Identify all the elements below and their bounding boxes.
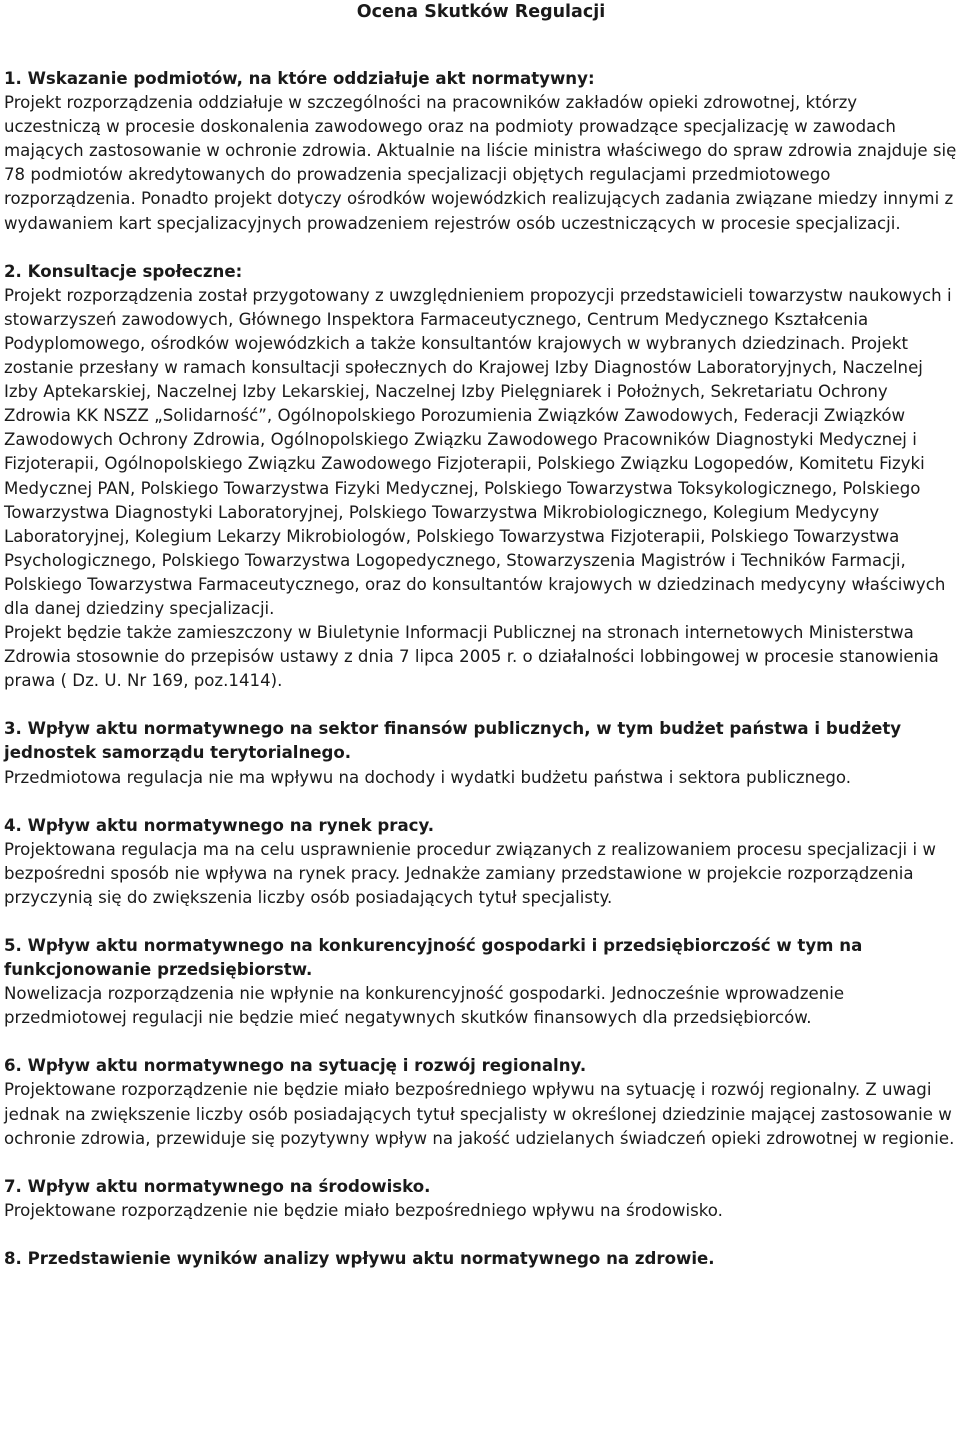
section-affected-entities bbox=[4, 67, 958, 236]
section-paragraph: Nowelizacja rozporządzenia nie wpłynie na konkurencyjność gospodarki. Jednocześnie wprowadzenie przedmiotowej regulacji nie będzie mieć negatywnych skutków finansowych dla przedsiębiorców. bbox=[4, 984, 845, 1028]
section-competitiveness-impact bbox=[4, 934, 958, 1030]
section-paragraph: Projekt będzie także zamieszczony w Biuletynie Informacji Publicznej na stronach internetowych Ministerstwa Zdrowia stosownie do przepisów ustawy z dnia 7 lipca 2005 r. o działalności lobbingowej w procesie stanowienia prawa ( Dz. U. Nr 169, poz.1414). bbox=[4, 623, 939, 691]
section-paragraph: Projektowana regulacja ma na celu usprawnienie procedur związanych z realizowaniem procesu specjalizacji i w bezpośredni sposób nie wpływa na rynek pracy. Jednakże zamiany przedstawione w projekcie rozporządzenia przyczynią się do zwiększenia liczby osób posiadających tytuł specjalisty. bbox=[4, 839, 936, 907]
section-paragraph: Projekt rozporządzenia oddziałuje w szczególności na pracowników zakładów opieki zdrowotnej, którzy uczestniczą w procesie doskonalenia zawodowego oraz na podmioty prowadzące specjalizację w zawodach mających zastosowanie w ochronie zdrowia. Aktualnie na liście ministra właściwego do spraw zdrowia znajduje się 78 podmiotów akredytowanych do prowadzenia specjalizacji objętych regulacjami przedmiotowego rozporządzenia. Ponadto projekt dotyczy ośrodków wojewódzkich realizujących zadania związane miedzy innymi z wydawaniem kart specjalizacyjnych prowadzeniem rejestrów osób uczestniczących w procesie specjalizacji. bbox=[4, 93, 957, 233]
section-labour-market-impact bbox=[4, 814, 958, 910]
section-heading: 3. Wpływ aktu normatywnego na sektor finansów publicznych, w tym budżet państwa i budżety jednostek samorządu terytorialnego. bbox=[4, 719, 902, 763]
document-title: Ocena Skutków Regulacji bbox=[356, 2, 606, 22]
section-paragraph: Projektowane rozporządzenie nie będzie miało bezpośredniego wpływu na sytuację i rozwój regionalny. Z uwagi jednak na zwiększenie liczby osób posiadających tytuł specjalisty w określonej dziedzinie mającej zastosowanie w ochronie zdrowia, przewiduje się pozytywny wpływ na jakość udzielanych świadczeń opieki zdrowotnej w regionie. bbox=[4, 1080, 955, 1148]
document-page bbox=[4, 0, 958, 1271]
section-environment-impact bbox=[4, 1175, 958, 1223]
section-heading: 4. Wpływ aktu normatywnego na rynek pracy. bbox=[4, 815, 435, 835]
section-paragraph: Projekt rozporządzenia został przygotowany z uwzględnieniem propozycji przedstawicieli towarzystw naukowych i stowarzyszeń zawodowych, Głównego Inspektora Farmaceutycznego, Centrum Medycznego Kształcenia Podyplomowego, ośrodków wojewódzkich a także konsultantów krajowych w wybranych dziedzinach. Projekt zostanie przesłany w ramach konsultacji społecznych do Krajowej Izby Diagnostów Laboratoryjnych, Naczelnej Izby Aptekarskiej, Naczelnej Izby Lekarskiej, Naczelnej Izby Pielęgniarek i Położnych, Sekretariatu Ochrony Zdrowia KK NSZZ „Solidarność”, Ogólnopolskiego Porozumienia Związków Zawodowych, Federacji Związków Zawodowych Ochrony Zdrowia, Ogólnopolskiego Związku Zawodowego Pracowników Diagnostyki Medycznej i Fizjoterapii, Ogólnopolskiego Związku Zawodowego Fizjoterapii, Polskiego Związku Logopedów, Komitetu Fizyki Medycznej PAN, Polskiego Towarzystwa Fizyki Medycznej, Polskiego Towarzystwa Toksykologicznego, Polskiego Towarzystwa Diagnostyki Laboratoryjnej, Polskiego Towarzystwa Mikrobiologicznego, Kolegium Medycyny Laboratoryjnej, Kolegium Lekarzy Mikrobiologów, Polskiego Towarzystwa Fizjoterapii, Polskiego Towarzystwa Psychologicznego, Polskiego Towarzystwa Logopedycznego, Stowarzyszenia Magistrów i Techników Farmacji, Polskiego Towarzystwa Farmaceutycznego, oraz do konsultantów krajowych w dziedzinach medycyny właściwych dla danej dziedziny specjalizacji. bbox=[4, 285, 952, 618]
section-heading: 1. Wskazanie podmiotów, na które oddziałuje akt normatywny: bbox=[4, 69, 595, 88]
section-public-finance-impact bbox=[4, 717, 958, 789]
section-heading: 5. Wpływ aktu normatywnego na konkurencyjność gospodarki i przedsiębiorczość w tym na funkcjonowanie przedsiębiorstw. bbox=[4, 936, 863, 980]
section-public-consultations bbox=[4, 260, 958, 694]
section-paragraph: Przedmiotowa regulacja nie ma wpływu na dochody i wydatki budżetu państwa i sektora publicznego. bbox=[4, 767, 852, 787]
section-heading: 8. Przedstawienie wyników analizy wpływu aktu normatywnego na zdrowie. bbox=[4, 1248, 715, 1268]
section-paragraph: Projektowane rozporządzenie nie będzie miało bezpośredniego wpływu na środowisko. bbox=[4, 1200, 723, 1220]
section-health-impact bbox=[4, 1247, 958, 1271]
section-heading: 2. Konsultacje społeczne: bbox=[4, 261, 243, 281]
section-heading: 6. Wpływ aktu normatywnego na sytuację i rozwój regionalny. bbox=[4, 1056, 587, 1076]
section-heading: 7. Wpływ aktu normatywnego na środowisko. bbox=[4, 1176, 431, 1196]
section-regional-impact bbox=[4, 1054, 958, 1150]
